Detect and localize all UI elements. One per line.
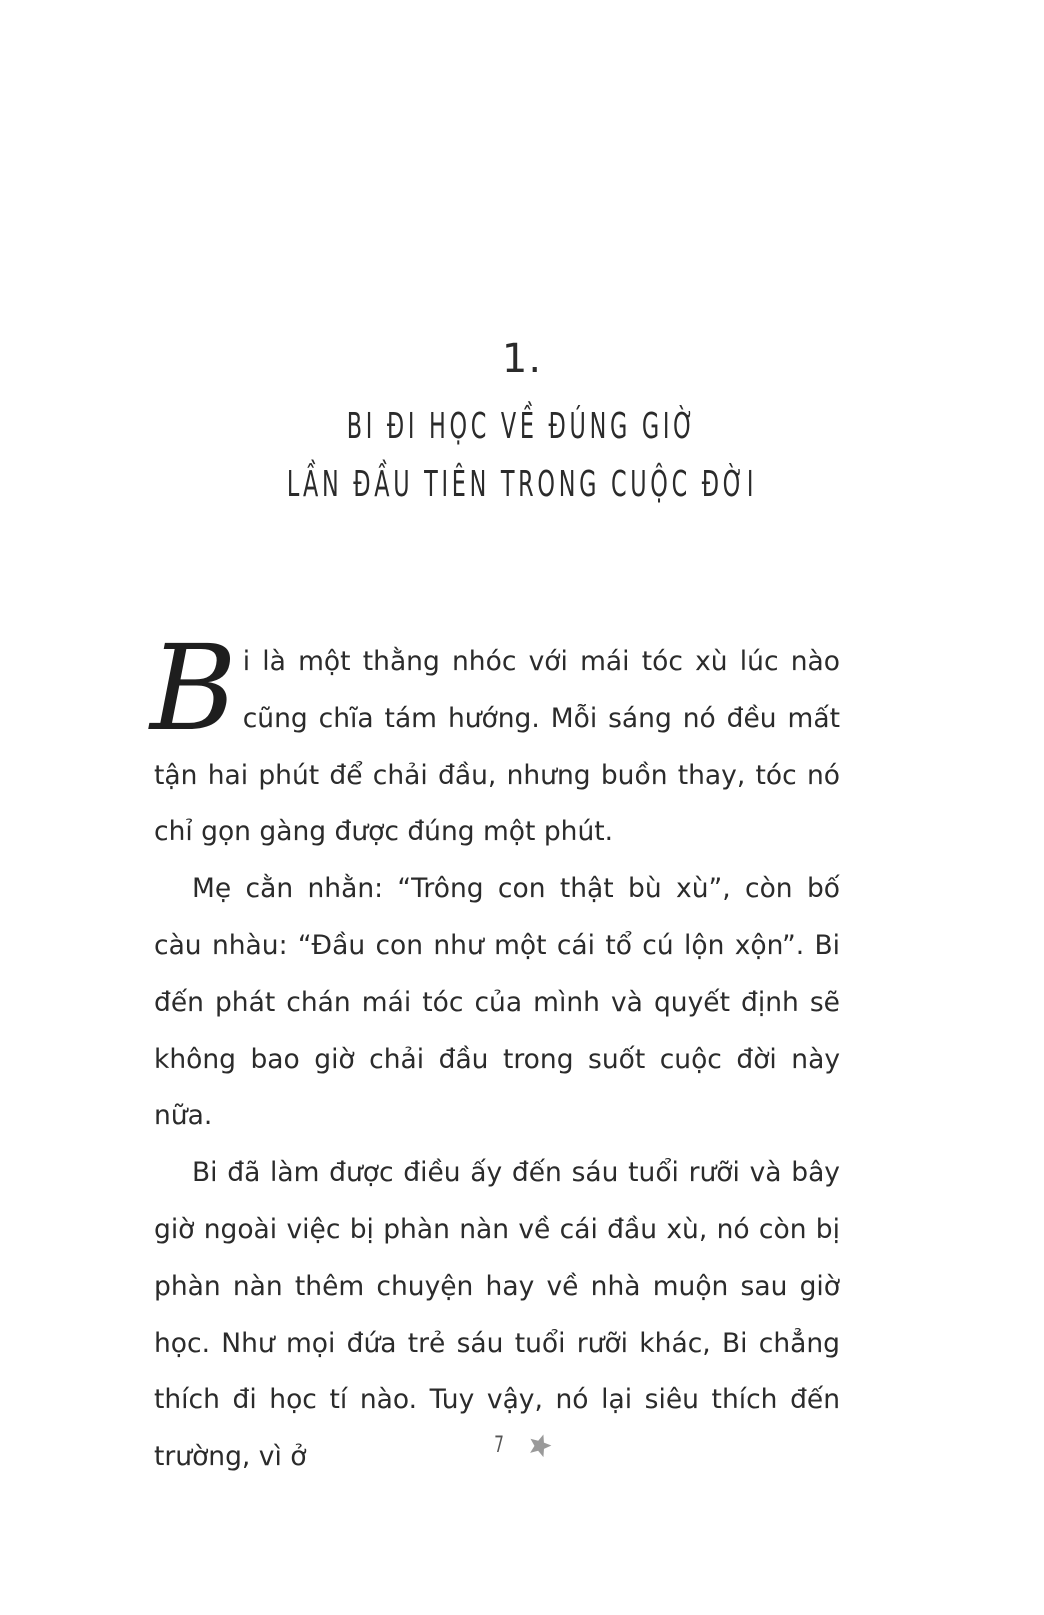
page-number: 7: [493, 1432, 504, 1458]
paragraph-3: Bi đã làm được điều ấy đến sáu tuổi rưỡi và bây giờ ngoài việc bị phàn nàn về cái đầu xù, nó còn bị phàn nàn thêm chuyện hay về nhà muộn sau giờ học. Như mọi đứa trẻ sáu tuổi rưỡi khác, Bi chẳng thích đi học tí nào. Tuy vậy, nó lại siêu thích đến trường, vì ở: [154, 1157, 840, 1473]
chapter-heading: [0, 332, 1044, 514]
body-text: [150, 619, 840, 1486]
paragraph-2: Mẹ cằn nhằn: “Trông con thật bù xù”, còn bố càu nhàu: “Đầu con như một cái tổ cú lộn xộn”. Bi đến phát chán mái tóc của mình và quyết định sẽ không bao giờ chải đầu trong suốt cuộc đời này nữa.: [154, 873, 840, 1132]
paragraph-1: [150, 619, 840, 861]
star-icon: [527, 1432, 553, 1458]
chapter-number: 1.: [501, 336, 543, 382]
paragraph-1-text: i là một thằng nhóc với mái tóc xù lúc nào cũng chĩa tám hướng. Mỗi sáng nó đều mất tận hai phút để chải đầu, nhưng buồn thay, tóc nó chỉ gọn gàng được đúng một phút.: [154, 646, 840, 848]
page-footer: [0, 1432, 1044, 1458]
chapter-title-line-2: LẦN ĐẦU TIÊN TRONG CUỘC ĐỜI: [286, 464, 758, 505]
chapter-title-line-1: BI ĐI HỌC VỀ ĐÚNG GIỜ: [346, 406, 698, 447]
drop-cap: B: [150, 619, 237, 757]
